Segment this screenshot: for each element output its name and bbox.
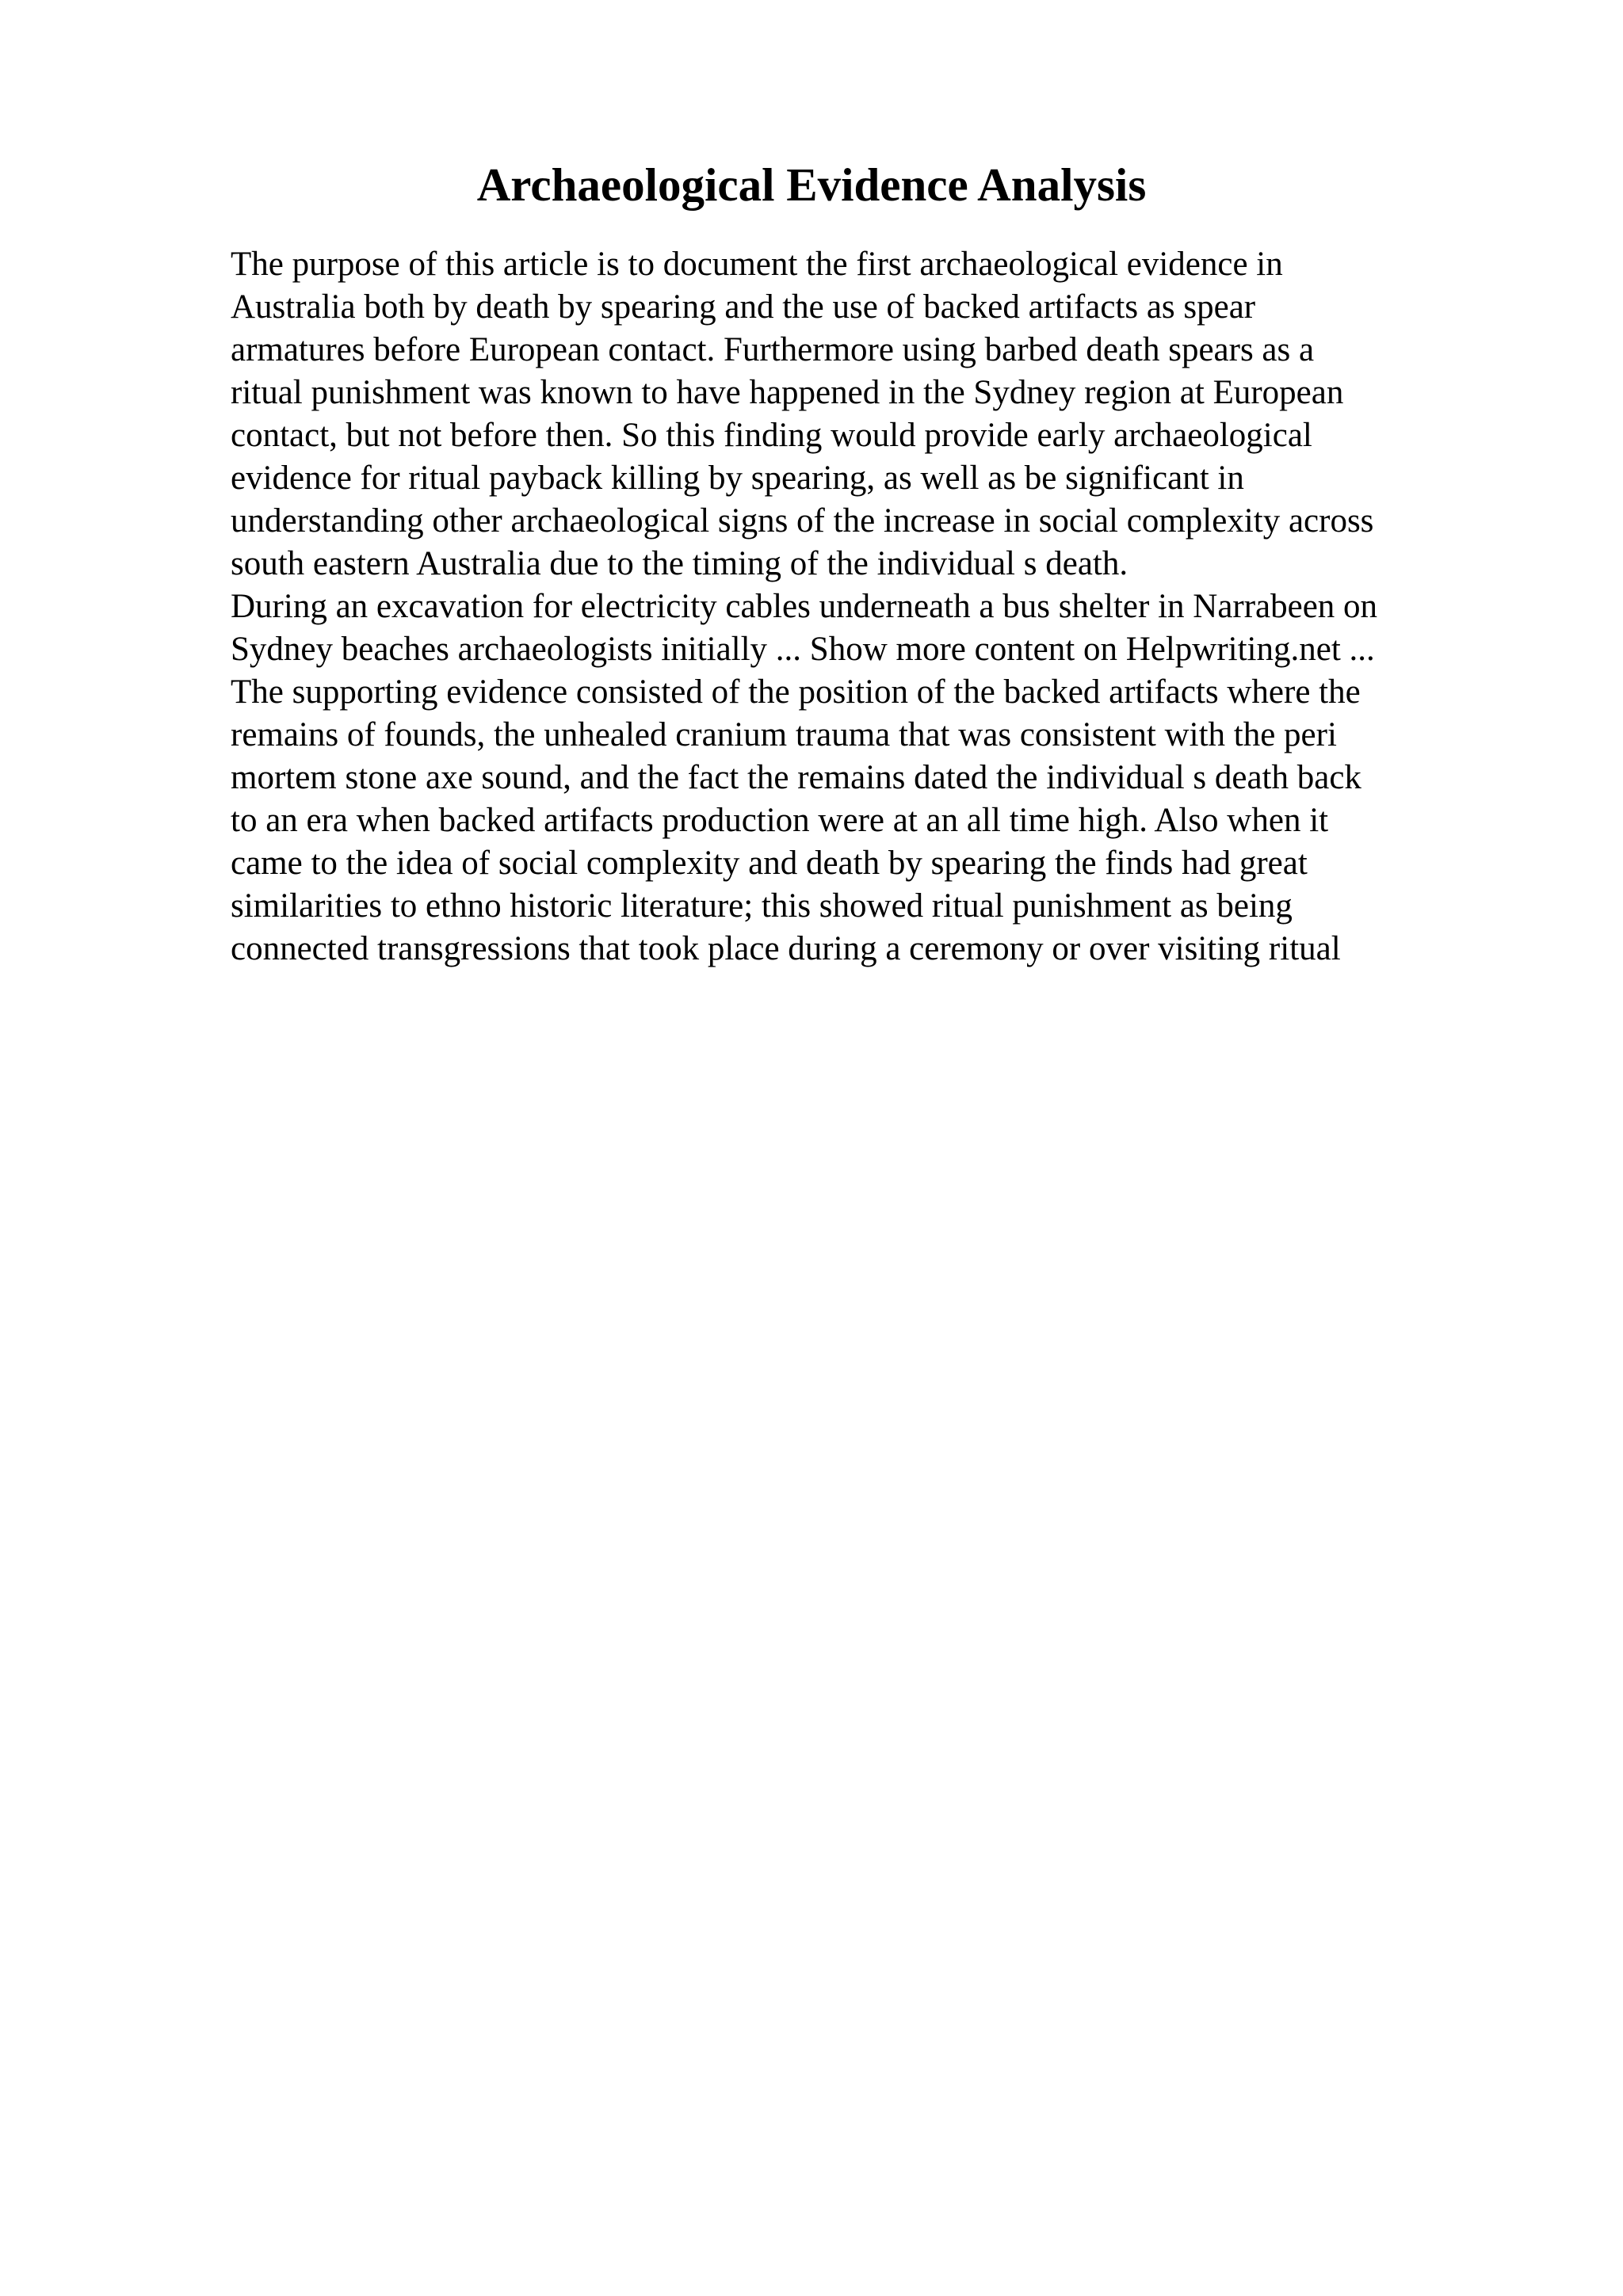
- body-line: mortem stone axe sound, and the fact the remains dated the individual s death back: [231, 759, 1361, 796]
- body-line: Australia both by death by spearing and the use of backed artifacts as spear: [231, 288, 1256, 326]
- body-line: similarities to ethno historic literature; this showed ritual punishment as being: [231, 887, 1293, 925]
- body-line: remains of founds, the unhealed cranium trauma that was consistent with the peri: [231, 716, 1337, 753]
- document-title: Archaeological Evidence Analysis: [476, 158, 1147, 211]
- body-line: came to the idea of social complexity and death by spearing the finds had great: [231, 845, 1308, 882]
- body-line: connected transgressions that took place during a ceremony or over visiting ritual: [231, 930, 1341, 967]
- body-line: evidence for ritual payback killing by spearing, as well as be significant in: [231, 460, 1244, 497]
- body-line: The purpose of this article is to document the first archaeological evidence in: [231, 246, 1283, 283]
- document-body: [231, 243, 1499, 971]
- body-line: armatures before European contact. Furthermore using barbed death spears as a: [231, 331, 1315, 368]
- body-line: The supporting evidence consisted of the position of the backed artifacts where the: [231, 673, 1361, 711]
- body-line: to an era when backed artifacts production were at an all time high. Also when it: [231, 802, 1329, 839]
- body-line: Sydney beaches archaeologists initially ... Show more content on Helpwriting.net ...: [231, 631, 1375, 668]
- body-line: contact, but not before then. So this finding would provide early archaeological: [231, 417, 1312, 454]
- body-line: During an excavation for electricity cables underneath a bus shelter in Narrabeen on: [231, 588, 1378, 625]
- body-line: south eastern Australia due to the timing of the individual s death.: [231, 545, 1128, 582]
- body-line: understanding other archaeological signs of the increase in social complexity across: [231, 502, 1374, 540]
- body-line: ritual punishment was known to have happened in the Sydney region at European: [231, 374, 1344, 411]
